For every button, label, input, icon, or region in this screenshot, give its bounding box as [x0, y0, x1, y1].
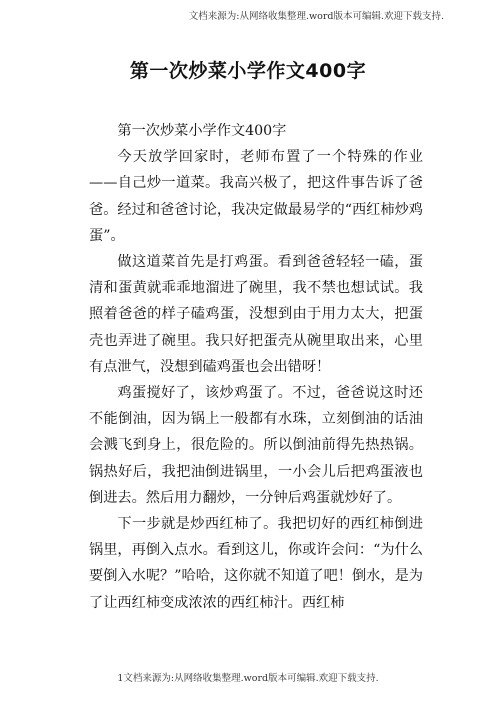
- paragraph-subtitle: 第一次炒菜小学作文400字: [117, 123, 287, 139]
- paragraph: 做这道菜首先是打鸡蛋。看到爸爸轻轻一磕，蛋清和蛋黄就乖乖地溜进了碗里，我不禁也想试试。我照着爸爸的样子磕鸡蛋，没想到由于用力太大，把蛋壳也弄进了碗里。我只好把蛋壳从碗里取出来，心里有点泄气，没想到磕鸡蛋也会出错呀！: [89, 254, 423, 375]
- paragraph: 鸡蛋搅好了，该炒鸡蛋了。不过，爸爸说这时还不能倒油，因为锅上一般都有水珠，立刻倒油的话油会溅飞到身上，很危险的。所以倒油前得先热热锅。锅热好后，我把油倒进锅里，一小会儿后把鸡蛋液也倒进去。然后用力翻炒，一分钟后鸡蛋就炒好了。: [89, 385, 423, 506]
- header-source-note: 文档来源为:从网络收集整理.word版本可编辑.欢迎下载支持.: [188, 11, 444, 22]
- paragraph: 今天放学回家时，老师布置了一个特殊的作业——自己炒一道菜。我高兴极了，把这件事告诉了爸爸。经过和爸爸讨论，我决定做最易学的“西红柿炒鸡蛋”。: [89, 149, 423, 244]
- paragraph: 下一步就是炒西红柿了。我把切好的西红柿倒进锅里，再倒入点水。看到这儿，你或许会问：“为什么要倒入水呢？”哈哈，这你就不知道了吧！倒水，是为了让西红柿变成浓浓的西红柿汁。西红柿: [89, 516, 423, 611]
- document-body: [89, 118, 423, 616]
- footer-source-note: 1文档来源为:从网络收集整理.word版本可编辑.欢迎下载支持.: [117, 673, 379, 684]
- page-title: 第一次炒菜小学作文400字: [129, 60, 367, 82]
